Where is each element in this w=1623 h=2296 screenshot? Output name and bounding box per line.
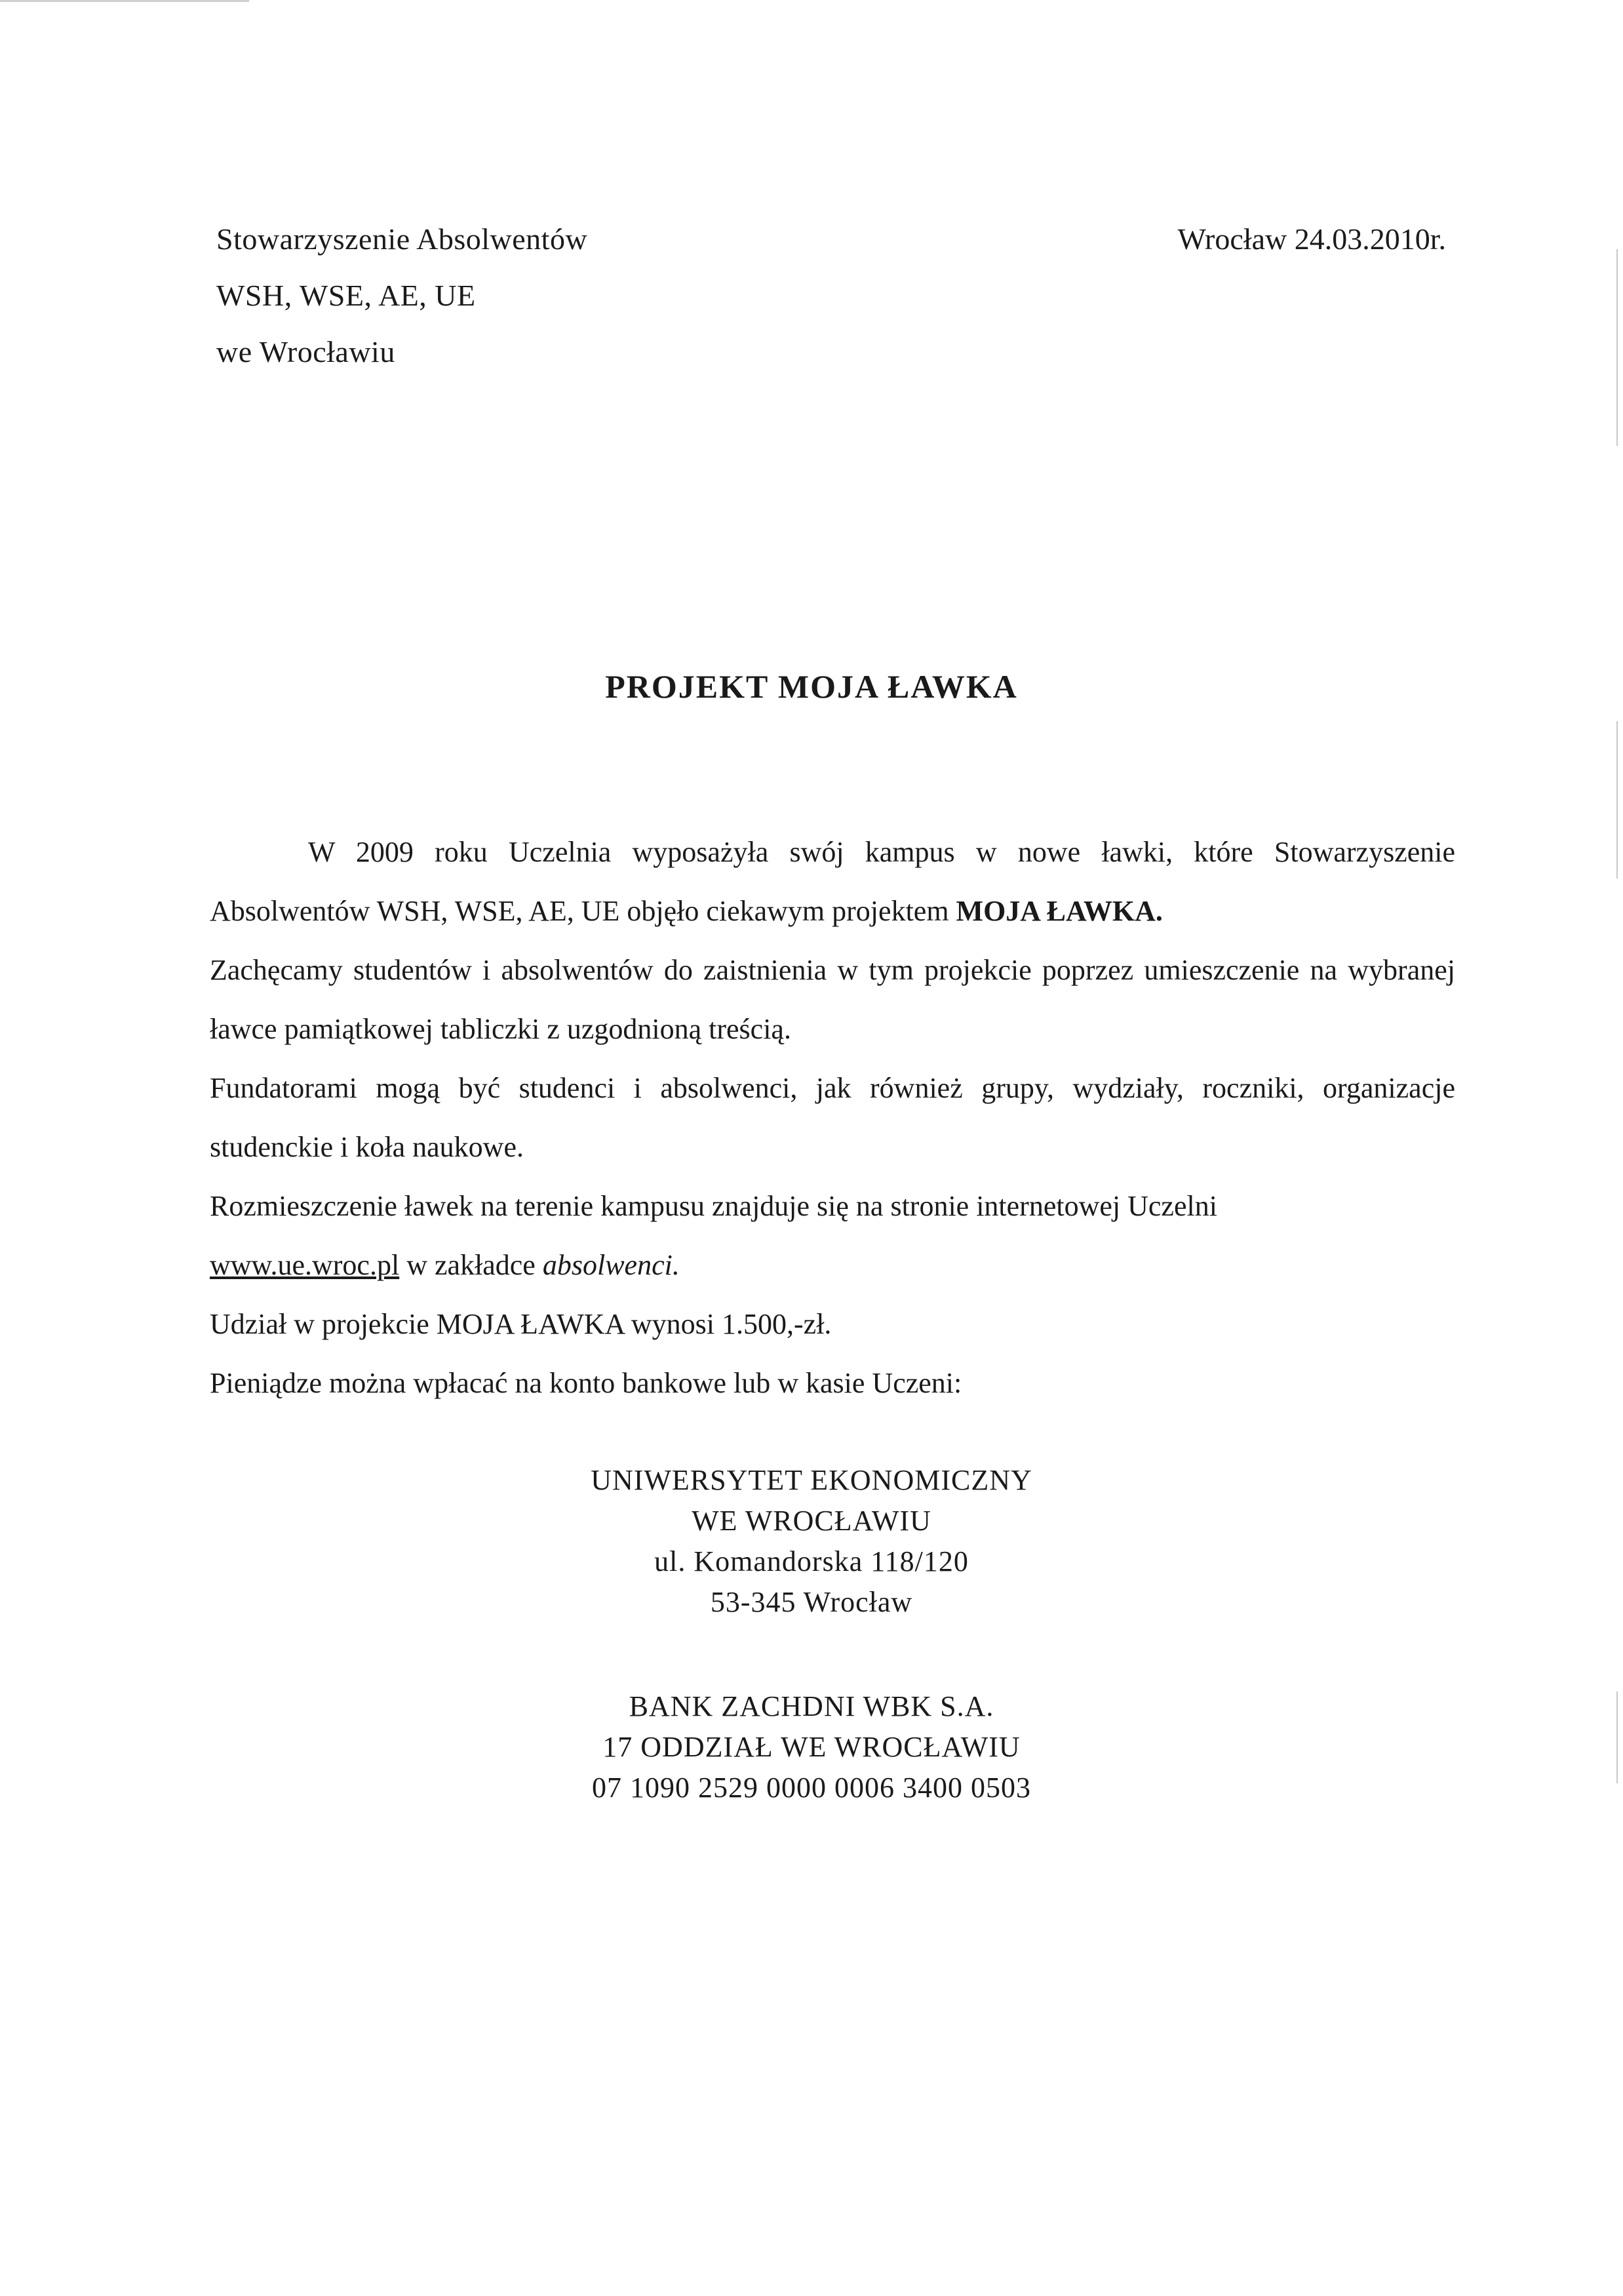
bank-line-1: BANK ZACHDNI WBK S.A. <box>629 1690 994 1722</box>
paragraph-invitation: Zachęcamy studentów i absolwentów do zaistnienia w tym projekcie poprzez umieszczenie na wybranej ławce pamiątkowej tabliczki z uzgodnioną treścią. <box>210 954 1455 1045</box>
paragraph-founders: Fundatorami mogą być studenci i absolwenci, jak również grupy, wydziały, roczniki, organizacje studenckie i koła naukowe. <box>210 1072 1455 1163</box>
paragraph-website <box>210 1236 1455 1295</box>
sender-line-3: we Wrocławiu <box>216 335 395 368</box>
paragraph-payment: Pieniądze można wpłacać na konto bankowe lub w kasie Uczeni: <box>210 1367 962 1399</box>
project-name-bold: MOJA ŁAWKA. <box>956 895 1163 927</box>
scan-edge-mark <box>1616 249 1618 446</box>
paragraph-intro-text: W 2009 roku Uczelnia wyposażyła swój kampus w nowe ławki, które Stowarzyszenie Absolwentów WSH, WSE, AE, UE objęło ciekawym projektem <box>210 836 1455 927</box>
university-line-2: WE WROCŁAWIU <box>692 1505 931 1537</box>
bank-account-number: 07 1090 2529 0000 0006 3400 0503 <box>592 1771 1031 1804</box>
document-title: PROJEKT MOJA ŁAWKA <box>605 668 1018 705</box>
scan-edge-mark <box>0 0 249 2</box>
website-link[interactable]: www.ue.wroc.pl <box>210 1249 400 1281</box>
letter-body <box>210 823 1455 1413</box>
bank-details <box>0 1686 1623 1808</box>
paragraph-fee: Udział w projekcie MOJA ŁAWKA wynosi 1.500,-zł. <box>210 1308 832 1340</box>
university-line-4: 53-345 Wrocław <box>710 1586 913 1618</box>
paragraph-intro <box>210 823 1455 941</box>
sender-line-1: Stowarzyszenie Absolwentów <box>216 222 588 256</box>
university-address <box>0 1460 1623 1623</box>
sender-block <box>216 211 587 380</box>
sender-line-2: WSH, WSE, AE, UE <box>216 279 476 312</box>
letter-date: Wrocław 24.03.2010r. <box>1177 222 1446 256</box>
website-tab-name: absolwenci. <box>542 1249 680 1281</box>
university-line-1: UNIWERSYTET EKONOMICZNY <box>591 1464 1032 1496</box>
bank-line-2: 17 ODDZIAŁ WE WROCŁAWIU <box>602 1731 1021 1763</box>
website-tab-text: w zakładce <box>399 1249 543 1281</box>
paragraph-location: Rozmieszczenie ławek na terenie kampusu znajduje się na stronie internetowej Uczelni <box>210 1190 1217 1222</box>
university-line-3: ul. Komandorska 118/120 <box>654 1545 969 1577</box>
scan-edge-mark <box>1616 721 1618 879</box>
